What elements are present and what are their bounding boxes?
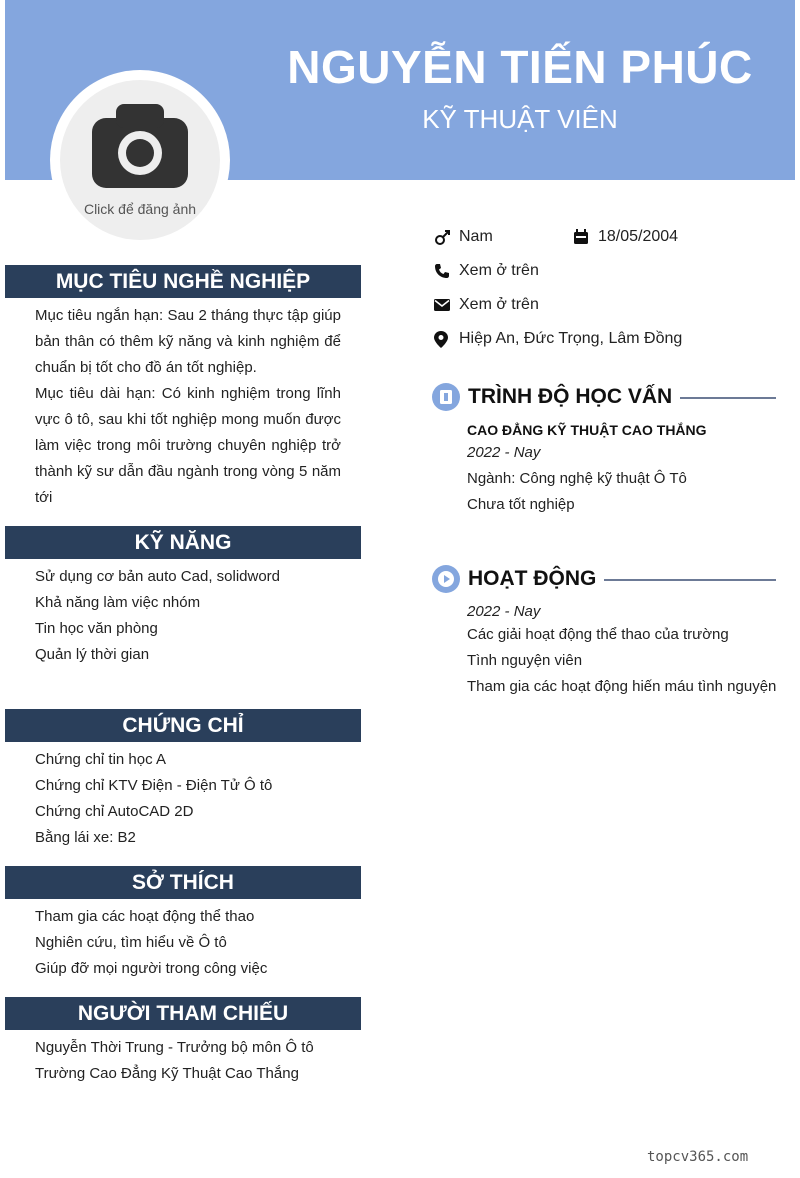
list-item: Nghiên cứu, tìm hiểu về Ô tô xyxy=(35,934,227,951)
gender-icon xyxy=(434,229,451,246)
gender-value: Nam xyxy=(459,228,493,245)
references-list xyxy=(35,1035,341,1087)
activities-content xyxy=(467,599,787,700)
objective-content xyxy=(35,303,341,511)
education-content xyxy=(467,417,787,518)
address-value: Hiệp An, Đức Trọng, Lâm Đồng xyxy=(459,330,683,347)
camera-icon xyxy=(92,104,188,188)
candidate-role: KỸ THUẬT VIÊN xyxy=(422,104,618,134)
section-header-activities xyxy=(432,564,776,594)
dob-value: 18/05/2004 xyxy=(598,228,679,245)
list-item: Tình nguyện viên xyxy=(467,652,583,669)
activities-title: HOẠT ĐỘNG xyxy=(468,564,604,594)
list-item: Các giải hoạt động thể thao của trường xyxy=(467,626,729,643)
section-title-skills: KỸ NĂNG xyxy=(5,526,361,559)
education-status: Chưa tốt nghiệp xyxy=(467,496,575,513)
activities-period: 2022 - Nay xyxy=(467,603,541,620)
email-value: Xem ở trên xyxy=(459,296,539,313)
skills-list xyxy=(35,564,341,668)
location-pin-icon xyxy=(434,331,448,348)
avatar-upload[interactable] xyxy=(60,80,220,240)
list-item: Quản lý thời gian xyxy=(35,646,150,663)
list-item: Bằng lái xe: B2 xyxy=(35,829,136,846)
list-item: Tham gia các hoạt động thể thao xyxy=(35,908,255,925)
avatar-frame xyxy=(50,70,230,250)
education-major: Ngành: Công nghệ kỹ thuật Ô Tô xyxy=(467,470,687,487)
list-item: Tin học văn phòng xyxy=(35,620,158,637)
calendar-icon xyxy=(573,229,589,245)
list-item: Khả năng làm việc nhóm xyxy=(35,594,201,611)
objective-short-term: Mục tiêu ngắn hạn: Sau 2 tháng thực tập giúp bản thân có thêm kỹ năng và kinh nghiệm để chuẩn bị tốt cho đồ án tốt nghiệp. xyxy=(35,307,341,376)
hobbies-list xyxy=(35,904,341,982)
list-item: Nguyễn Thời Trung - Trưởng bộ môn Ô tô xyxy=(35,1039,314,1056)
list-item: Trường Cao Đẳng Kỹ Thuật Cao Thắng xyxy=(35,1065,299,1082)
watermark: topcv365.com xyxy=(647,1149,749,1165)
list-item: Tham gia các hoạt động hiến máu tình nguyện xyxy=(467,678,777,695)
section-title-objective: MỤC TIÊU NGHỀ NGHIỆP xyxy=(5,265,361,298)
section-title-hobbies: SỞ THÍCH xyxy=(5,866,361,899)
list-item: Chứng chỉ tin học A xyxy=(35,751,166,768)
list-item: Sử dụng cơ bản auto Cad, solidword xyxy=(35,568,281,585)
envelope-icon xyxy=(434,297,450,313)
list-item: Chứng chỉ KTV Điện - Điện Tử Ô tô xyxy=(35,777,273,794)
section-header-education xyxy=(432,382,776,412)
objective-long-term: Mục tiêu dài hạn: Có kinh nghiệm trong lĩnh vực ô tô, sau khi tốt nghiệp mong muốn được làm việc trong môi trường chuyên nghiệp trở thành kỹ sư dẫn đầu ngành trong vòng 5 năm tới xyxy=(35,385,341,506)
certificates-list xyxy=(35,747,341,851)
list-item: Chứng chỉ AutoCAD 2D xyxy=(35,803,194,820)
education-school: CAO ĐẲNG KỸ THUẬT CAO THẮNG xyxy=(467,422,707,438)
section-title-certificates: CHỨNG CHỈ xyxy=(5,709,361,742)
phone-icon xyxy=(434,263,450,279)
list-item: Giúp đỡ mọi người trong công việc xyxy=(35,960,268,977)
avatar-caption: Click để đăng ảnh xyxy=(83,201,197,217)
book-icon xyxy=(432,383,460,411)
section-title-references: NGƯỜI THAM CHIẾU xyxy=(5,997,361,1030)
education-period: 2022 - Nay xyxy=(467,444,541,461)
phone-value: Xem ở trên xyxy=(459,262,539,279)
education-title: TRÌNH ĐỘ HỌC VẤN xyxy=(468,382,680,412)
play-icon xyxy=(432,565,460,593)
candidate-name: NGUYỄN TIẾN PHÚC xyxy=(287,41,753,93)
